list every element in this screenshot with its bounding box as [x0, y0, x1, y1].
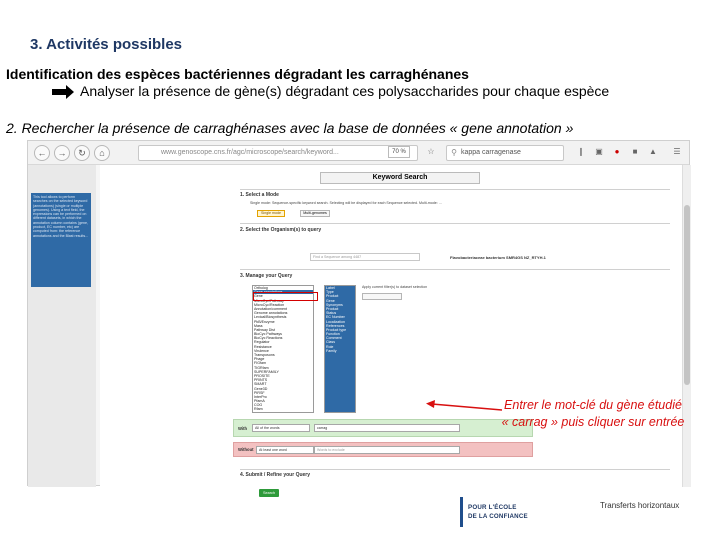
list-item[interactable]: Status [326, 311, 337, 316]
forward-icon[interactable]: → [54, 145, 70, 161]
list-item[interactable]: Rfam [254, 407, 263, 412]
home-icon[interactable]: ⌂ [94, 145, 110, 161]
list-item[interactable]: Function [326, 332, 340, 337]
logo-bar [460, 497, 463, 527]
left-panel [28, 165, 96, 487]
list-item[interactable]: Type [326, 290, 334, 295]
list-item[interactable]: Regulator [254, 340, 270, 345]
list-item[interactable]: Product [326, 306, 339, 311]
address-bar[interactable]: www.genoscope.cns.fr/agc/microscope/search/keyword... [138, 145, 418, 161]
divider [240, 223, 670, 224]
divider [240, 269, 670, 270]
list-item[interactable]: SUPERFAMILY [254, 369, 279, 374]
list-item[interactable]: Gene3D [254, 386, 268, 391]
filter-select[interactable] [362, 293, 402, 300]
list-item[interactable]: Family [326, 348, 337, 353]
with-label: With [238, 426, 248, 431]
annotation-callout [488, 397, 698, 431]
bookmark-icon[interactable]: ☆ [427, 147, 435, 156]
divider [240, 189, 670, 190]
page-scrollbar[interactable] [682, 165, 691, 487]
scroll-thumb[interactable] [684, 205, 690, 385]
step-2-instruction: 2. Rechercher la présence de carraghénases avec la base de données « gene annotation » [6, 120, 574, 136]
logo-line-1: POUR L'ÉCOLE [468, 504, 517, 511]
list-item[interactable]: Label [326, 286, 335, 290]
list-item[interactable]: Mass [254, 323, 263, 328]
section-1-title: 1. Select a Mode [240, 192, 279, 198]
footer-label: Transferts horizontaux [600, 501, 680, 510]
list-item[interactable]: BioCyc Pathways [254, 332, 282, 337]
list-item[interactable]: Role [326, 344, 334, 349]
list-item[interactable]: MicroCyc/Reaction [254, 302, 285, 307]
sidebar-icon[interactable]: ▣ [595, 147, 603, 156]
browser-screenshot [27, 140, 690, 495]
list-item[interactable]: MicroCyc/Pathway [254, 298, 284, 303]
list-item[interactable]: Transposons [254, 353, 275, 357]
list-item[interactable]: PROSITE [254, 373, 270, 378]
arrow-statement [52, 82, 610, 102]
arrow-statement-text: Analyser la présence de gène(s) dégradant ces polysaccharides pour chaque espèce [80, 83, 610, 99]
arrow-right-icon [52, 85, 74, 99]
list-item[interactable]: Gene [326, 298, 335, 303]
without-row [233, 442, 533, 457]
list-item[interactable]: TIGRfam [254, 365, 269, 370]
logo-line-2: DE LA CONFIANCE [468, 513, 528, 520]
list-item[interactable]: Gene annotations [253, 290, 313, 294]
library-icon[interactable]: ❙ [577, 147, 585, 156]
highlight-box [253, 292, 318, 301]
list-item[interactable]: Pathway Dist [254, 327, 275, 332]
list-item[interactable]: Virulence [254, 348, 269, 353]
list-item[interactable]: PfamA [254, 399, 265, 404]
sequence-search-input[interactable]: Find a Sequence among 4487 [310, 253, 420, 261]
list-item[interactable]: Gene [254, 294, 263, 299]
list-item[interactable]: Product [326, 294, 339, 299]
addon-icon[interactable]: ● [614, 147, 620, 156]
keyword-input[interactable]: carrag [314, 424, 460, 432]
section-3-title: 3. Manage your Query [240, 273, 293, 279]
help-note: This tool allows to perform searches on the selected keyword (annotations) (single or multiple genomes). Using a text field, the expressions can be performed on different datasets, in which the annotation column contains (gene, product, EC number, etc) are computed from: the reference annotations and the Blast results... [31, 193, 91, 287]
without-label: Without [238, 447, 254, 452]
menu-icon[interactable]: ☰ [673, 147, 681, 156]
reload-icon[interactable]: ↻ [74, 145, 90, 161]
browser-search-field[interactable]: kappa carragenase [446, 145, 564, 161]
search-icon: ⚲ [451, 148, 457, 157]
selected-organism: Flavobacteriaceae bacterium SMR4GS NZ_RTYH.1 [450, 255, 546, 260]
dataset-listbox[interactable] [252, 285, 314, 413]
zoom-level[interactable]: 70 % [388, 146, 410, 158]
list-item[interactable]: Localization [326, 319, 345, 324]
list-item[interactable]: Comment [326, 336, 342, 341]
list-item[interactable]: Resistance [254, 344, 272, 349]
back-icon[interactable]: ← [34, 145, 50, 161]
list-item[interactable]: Phage [254, 357, 265, 362]
list-item[interactable]: PRINTS [254, 378, 268, 383]
mode-note: Single mode: Sequence-specific keyword search. Selecting will be displayed for each Sequence selected. Multi-mode: ... [250, 201, 442, 205]
list-item[interactable]: Synonyms [326, 302, 343, 307]
divider [240, 469, 670, 470]
list-item[interactable]: PIRSF [254, 390, 265, 395]
list-item[interactable]: Lexical/Biosynthesis [254, 315, 287, 320]
list-item[interactable]: SMART [254, 382, 267, 387]
list-item[interactable]: Annotation/comment [254, 306, 287, 311]
list-item[interactable]: COG [254, 403, 263, 408]
list-item[interactable]: EC Number [326, 315, 345, 320]
section-4-title: 4. Submit / Refine your Query [240, 472, 311, 478]
addon-icon-2[interactable]: ■ [632, 147, 638, 156]
slide-heading: 3. Activités possibles [30, 36, 183, 53]
list-item[interactable]: Genome annotations [254, 311, 288, 316]
without-select[interactable]: At least one word [256, 446, 314, 454]
single-mode-button[interactable]: Single mode [257, 210, 285, 217]
list-item[interactable]: FIGfam [254, 361, 266, 366]
with-select[interactable]: All of the words [252, 424, 310, 432]
slide-subtitle: Identification des espèces bactériennes dégradant les carraghénanes [6, 66, 469, 82]
field-listbox[interactable] [324, 285, 356, 413]
keyword-search-page [100, 165, 682, 495]
page-title: Keyword Search [320, 172, 480, 184]
list-item[interactable]: InterPro [254, 394, 267, 399]
list-item[interactable]: References [326, 323, 345, 328]
exclude-input[interactable]: Words to exclude [314, 446, 460, 454]
list-item[interactable]: BioCyc Reactions [254, 336, 283, 341]
list-item[interactable]: Class [326, 340, 335, 345]
list-item[interactable]: PkB/Enzyme [254, 319, 275, 324]
addon-icon-3[interactable]: ▲ [649, 147, 657, 156]
section-2-title: 2. Select the Organism(s) to query [240, 227, 322, 233]
filter-header: Apply current filter(s) to dataset selection [362, 285, 428, 289]
list-item[interactable]: Product type [326, 327, 347, 332]
search-submit-button[interactable]: Search [259, 489, 279, 497]
multi-genomes-button[interactable]: Multi-genomes [300, 210, 330, 217]
browser-toolbar [28, 141, 689, 165]
list-item[interactable]: Ortholog [254, 286, 268, 290]
annotation-line-1: Entrer le mot-clé du gène étudié [504, 398, 682, 412]
logo [460, 497, 552, 533]
annotation-line-2: « carrag » puis cliquer sur entrée [501, 415, 685, 429]
